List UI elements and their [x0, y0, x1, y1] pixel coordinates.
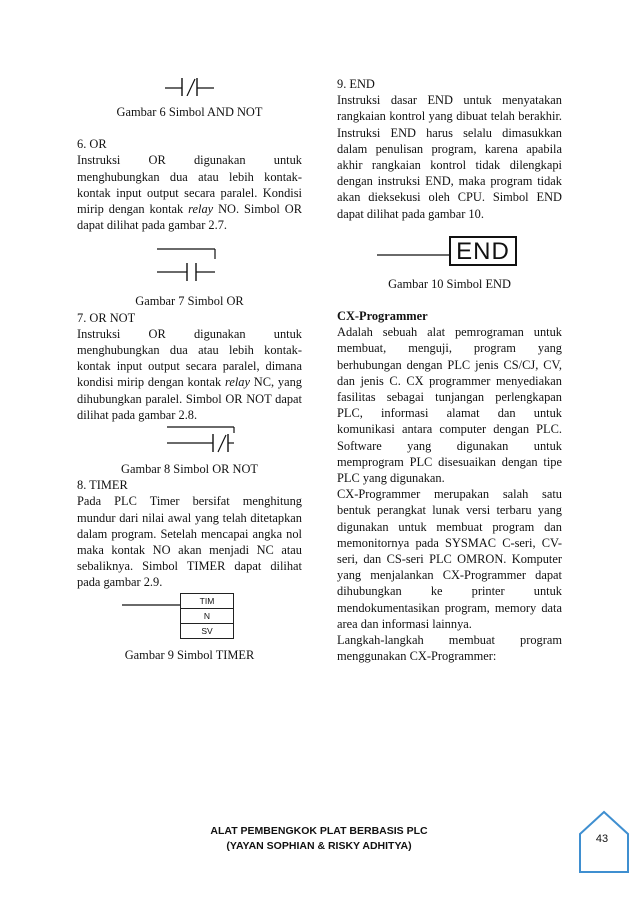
timer-box-label: TIM: [181, 594, 233, 609]
figure-7-caption: Gambar 7 Simbol OR: [135, 294, 244, 309]
or-text-2: NO. Simbol OR dapat dilihat pada gambar 2.7.: [77, 202, 302, 233]
spacer: [77, 120, 302, 136]
or-not-paragraph: [77, 326, 302, 423]
and-not-symbol-figure: [77, 76, 302, 96]
or-text: Instruksi OR digunakan untuk menghubungkan dua atau lebih kontak-kontak input output secara paralel. Kondisi mirip dengan kontak: [77, 153, 302, 217]
timer-symbol-figure: [77, 593, 302, 639]
cx-paragraph-3: Langkah-langkah membuat program menggunakan CX-Programmer:: [337, 633, 562, 664]
timer-box-setvalue: SV: [201, 625, 213, 636]
cx-paragraph-2: CX-Programmer merupakan salah satu bentuk perangkat lunak versi terbaru yang digunakan untuk membuat program dan memonitornya pada SYSMAC C-seri, CV-seri, dan CS-seri PLC OMRON. Komputer yang menjalankan CX-Programmer dapat dihubungkan ke printer untuk mendokumentasikan program, memory data area dan informasi lainnya.: [337, 487, 562, 631]
figure-6-caption: Gambar 6 Simbol AND NOT: [116, 105, 263, 119]
and-not-contact-icon: [77, 76, 302, 96]
or-not-text-2: NC, yang dihubungkan paralel. Simbol OR NOT dapat dilihat pada gambar 2.8.: [77, 375, 302, 422]
end-paragraph: Instruksi dasar END untuk menyatakan rangkaian kontrol yang dibuat telah berakhir. Instruksi END harus selalu dimasukkan dalam penulisan program, karena apabila akhir rangkaian kontrol tidak dilengkapi dengan instruksi END, maka program tidak akan dieksekusi oleh CPU. Simbol END dapat dilihat pada gambar 10.: [337, 93, 562, 221]
or-symbol-figure: [77, 245, 302, 285]
spacer: [337, 292, 562, 308]
or-contact-icon: [77, 245, 302, 285]
footer-authors: (YAYAN SOPHIAN & RISKY ADHITYA): [226, 840, 412, 852]
cx-paragraph-1: Adalah sebuah alat pemrograman untuk membuat, menguji, program yang berhubungan dengan PLC jenis CS/CJ, CV, dan jenis C. CX programmer menyediakan fasilitas sebagai tunjangan perlengkapan PLC, informasi alamat dan untuk komunikasi antara computer dengan PLC. Software yang digunakan untuk memprogram PLC disesuaikan dengan tipe PLC yang digunakan.: [337, 325, 562, 486]
or-not-symbol-figure: [77, 425, 302, 455]
or-not-text: Instruksi OR digunakan untuk menghubungkan dua atau lebih kontak-kontak input output secara paralel, dimana kondisi mirip dengan kontak: [77, 326, 302, 390]
timer-box-number: N: [181, 609, 233, 624]
timer-box: [180, 593, 234, 639]
figure-8-caption: Gambar 8 Simbol OR NOT: [121, 462, 258, 477]
or-heading: 6. OR: [77, 137, 107, 152]
end-box: END: [449, 236, 517, 266]
end-symbol-figure: [337, 236, 562, 270]
timer-heading: 8. TIMER: [77, 478, 128, 493]
left-column: [77, 76, 302, 663]
cx-programmer-heading: CX-Programmer: [337, 309, 428, 324]
figure-10-caption: Gambar 10 Simbol END: [388, 276, 511, 291]
or-not-relay-text: relay: [225, 375, 250, 390]
or-not-contact-icon: [77, 425, 302, 455]
timer-paragraph: Pada PLC Timer bersifat menghitung mundur dari nilai awal yang telah ditetapkan dalam program. Setelah mencapai angka nol maka kontak NO akan menjadi NC atau sebaliknya. Simbol TIMER dapat dilihat pada gambar 2.9.: [77, 494, 302, 590]
or-paragraph: [77, 152, 302, 233]
right-column: [337, 76, 562, 665]
figure-9-caption: Gambar 9 Simbol TIMER: [124, 647, 255, 662]
or-not-heading: 7. OR NOT: [77, 310, 136, 325]
or-relay-text: relay: [188, 202, 214, 217]
page-number: 43: [595, 833, 609, 845]
end-heading: 9. END: [337, 77, 375, 91]
footer-title: ALAT PEMBENGKOK PLAT BERBASIS PLC: [210, 825, 428, 837]
